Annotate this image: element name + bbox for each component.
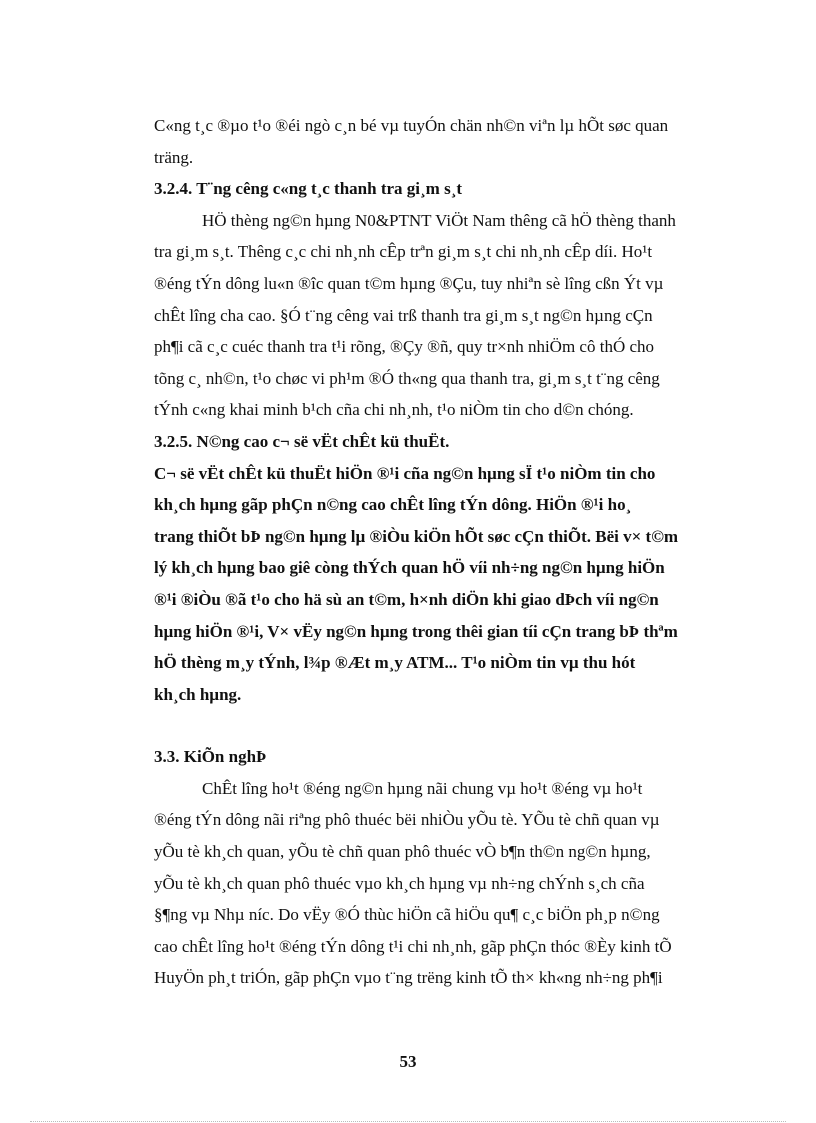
paragraph-inspection [154, 205, 750, 426]
paragraph-recommendations [154, 773, 750, 994]
section-heading-3-3: 3.3. KiÕn nghÞ [154, 747, 267, 767]
page-body [154, 110, 750, 994]
text-line: ®éng tÝn dông lu«n ®îc quan t©m hµng ®Çu, tuy nhiªn sè lîng cßn Ýt vµ [154, 273, 664, 293]
spacer [154, 710, 750, 741]
text-line: C¬ së vËt chÊt kü thuËt hiÖn ®¹i cña ng©n hµng sÏ t¹o niÒm tin cho [154, 463, 656, 483]
text-line: HÖ thèng ng©n hµng N0&PTNT ViÖt Nam thêng cã hÖ thèng thanh [202, 210, 676, 230]
text-line: lý kh¸ch hµng bao giê còng thÝch quan hÖ víi nh÷ng ng©n hµng hiÖn [154, 558, 665, 578]
text-line: tõng c¸ nh©n, t¹o chøc vi ph¹m ®Ó th«ng qua thanh tra, gi¸m s¸t t¨ng cêng [154, 368, 660, 388]
text-line: träng. [154, 147, 194, 167]
text-line: kh¸ch hµng gãp phÇn n©ng cao chÊt lîng tÝn dông. HiÖn ®¹i ho¸ [154, 495, 632, 515]
text-line: ®¹i ®iÒu ®ã t¹o cho hä sù an t©m, h×nh diÖn khi giao dÞch víi ng©n [154, 589, 659, 609]
page-bottom-divider [30, 1121, 786, 1122]
text-line: C«ng t¸c ®µo t¹o ®éi ngò c¸n bé vµ tuyÓn chän nh©n viªn lµ hÕt søc quan [154, 116, 669, 135]
text-line: cao chÊt lîng ho¹t ®éng tÝn dông t¹i chi nh¸nh, gãp phÇn thóc ®Èy kinh tÕ [154, 936, 672, 956]
text-line: hÖ thèng m¸y tÝnh, l¾p ®Æt m¸y ATM... T¹o niÒm tin vµ thu hót [154, 653, 636, 673]
text-line: tÝnh c«ng khai minh b¹ch cña chi nh¸nh, t¹o niÒm tin cho d©n chóng. [154, 400, 634, 420]
text-line: ph¶i cã c¸c cuéc thanh tra t¹i rõng, ®Çy ®ñ, quy tr×nh nhiÖm cô thÓ cho [154, 337, 655, 357]
text-line: tra gi¸m s¸t. Thêng c¸c chi nh¸nh cÊp trªn gi¸m s¸t chi nh¸nh cÊp díi. Ho¹t [154, 242, 653, 262]
text-line: yÕu tè kh¸ch quan, yÕu tè chñ quan phô thuéc vÒ b¶n th©n ng©n hµng, [154, 842, 651, 862]
text-line: ®éng tÝn dông nãi riªng phô thuéc bëi nhiÒu yÕu tè. YÕu tè chñ quan vµ [154, 810, 660, 830]
section-heading-3-2-5: 3.2.5. N©ng cao c¬ së vËt chÊt kü thuËt. [154, 431, 450, 451]
section-heading-3-2-4: 3.2.4. T¨ng cêng c«ng t¸c thanh tra gi¸m s¸t [154, 179, 463, 199]
page-number: 53 [399, 1052, 417, 1071]
paragraph-intro [154, 110, 750, 173]
text-line: yÕu tè kh¸ch quan phô thuéc vµo kh¸ch hµng vµ nh÷ng chÝnh s¸ch cña [154, 873, 645, 893]
text-line: trang thiÕt bÞ ng©n hµng lµ ®iÒu kiÖn hÕt søc cÇn thiÕt. Bëi v× t©m [154, 526, 679, 546]
text-line: kh¸ch hµng. [154, 684, 242, 704]
text-line: §¶ng vµ Nhµ níc. Do vËy ®Ó thùc hiÖn cã hiÖu qu¶ c¸c biÖn ph¸p n©ng [154, 905, 660, 925]
text-line: HuyÖn ph¸t triÓn, gãp phÇn vµo t¨ng trëng kinh tÕ th× kh«ng nh÷ng ph¶i [154, 968, 663, 988]
text-line: chÊt lîng cha cao. §Ó t¨ng cêng vai trß thanh tra gi¸m s¸t ng©n hµng cÇn [154, 305, 653, 325]
text-line: ChÊt lîng ho¹t ®éng ng©n hµng nãi chung vµ ho¹t ®éng vµ ho¹t [202, 778, 643, 798]
paragraph-infrastructure [154, 458, 750, 711]
text-line: hµng hiÖn ®¹i, V× vËy ng©n hµng trong thêi gian tíi cÇn trang bÞ thªm [154, 621, 678, 641]
